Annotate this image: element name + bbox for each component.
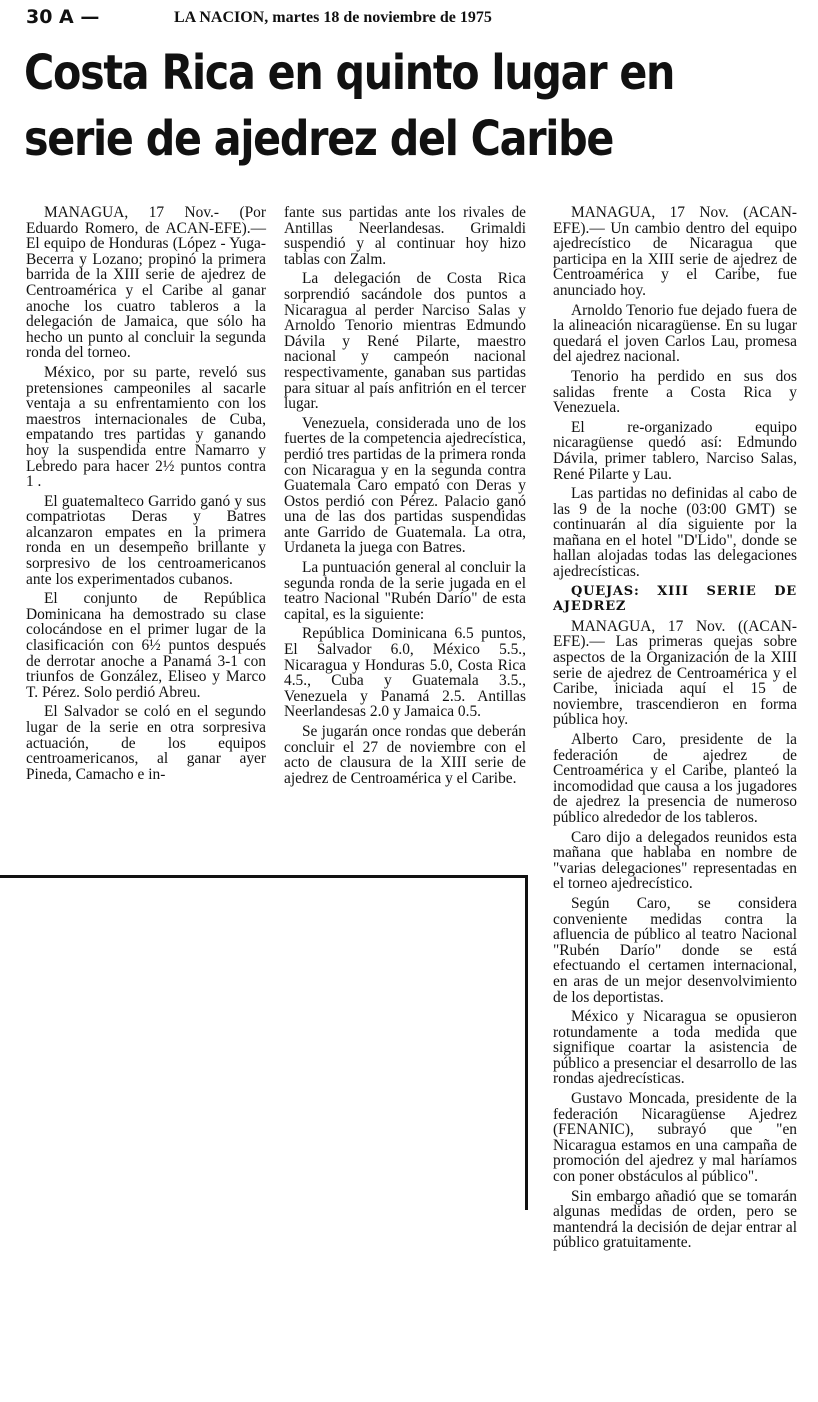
main-article-column-1 [26,205,266,786]
main-article-column-2 [284,205,526,790]
newspaper-dateline: LA NACION, martes 18 de noviembre de 1975 [174,9,492,26]
headline: Costa Rica en quinto lugar en serie de ajedrez del Caribe [24,45,675,167]
paragraph: Las partidas no definidas al cabo de las 9 de la noche (03:00 GMT) se continuarán al día siguiente por la mañana en el hotel "D'Lido", donde se hallan alojadas todas las delegaciones ajedrecísticas. [553,485,797,581]
paragraph: Según Caro, se considera conveniente medidas contra la afluencia de público al teatro Nacional "Rubén Darío" donde se está efectuando el certamen internacional, en aras de un mejor desenvolvimiento de los deportistas. [553,894,797,1006]
vertical-rule [525,875,528,1210]
paragraph: MANAGUA, 17 Nov. ((ACAN-EFE).— Las primeras quejas sobre aspectos de la Organización de la XIII serie de ajedrez de Centroamérica y el Caribe, iniciada aquí el 15 de noviembre, trascendieron en forma pública hoy. [553,617,797,729]
paragraph: Se jugarán once rondas que deberán concluir el 27 de noviembre con el acto de clausura de la XIII serie de ajedrez de Centroamérica y el Caribe. [284,723,526,787]
paragraph: Caro dijo a delegados reunidos esta mañana que hablaba en nombre de "varias delegaciones" representadas en el torneo ajedrecístico. [553,828,797,893]
paragraph: El re-organizado equipo nicaragüense quedó así: Edmundo Dávila, primer tablero, Narciso Salas, René Pilarte y Lau. [553,418,797,483]
paragraph: México y Nicaragua se opusieron rotundamente a toda medida que signifique coartar la asistencia de público a presenciar el desarrollo de las rondas ajedrecísticas. [553,1008,797,1088]
paragraph: El conjunto de República Dominicana ha demostrado su clase colocándose en el primer lugar de la clasificación con 6½ puntos después de derrotar anoche a Panamá 3-1 con triunfos de González, Eliseo y Marco T. Pérez. Solo perdió Abreu. [26,590,266,701]
paragraph: MANAGUA, 17 Nov.- (Por Eduardo Romero, de ACAN-EFE).— El equipo de Honduras (López - Yuga-Becerra y Lozano; propinó la primera barrida de la XIII serie de ajedrez de Centroamérica y el Caribe al ganar anoche los cuatro tableros a la delegación de Jamaica, que sólo ha hecho un punto al concluir la segunda ronda del torneo. [26,204,266,362]
paragraph: República Dominicana 6.5 puntos, El Salvador 6.0, México 5.5., Nicaragua y Honduras 5.0, Costa Rica 4.5., Cuba y Guatemala 3.5., Venezuela y Panamá 2.5. Antillas Neerlandesas 2.0 y Jamaica 0.5. [284,625,526,721]
paragraph: Arnoldo Tenorio fue dejado fuera de la alineación nicaragüense. En su lugar quedará el joven Carlos Lau, promesa del ajedrez nacional. [553,301,797,366]
paragraph: Gustavo Moncada, presidente de la federación Nicaragüense Ajedrez (FENANIC), subrayó que "en Nicaragua estamos en una campaña de promoción del ajedrez y mal haríamos con poner obstáculos al público". [553,1090,797,1186]
paragraph: fante sus partidas ante los rivales de Antillas Neerlandesas. Grimaldi suspendió y al continuar hoy hizo tablas con Zalm. [284,204,526,268]
paragraph: La delegación de Costa Rica sorprendió sacándole dos puntos a Nicaragua al perder Narciso Salas y Arnoldo Tenorio mientras Edmundo Dávila y René Pilarte, maestro nacional y campeón nacional respectivamente, ganaban sus partidas para situar al país anfitrión en el tercer lugar. [284,270,526,413]
page-header [26,6,586,32]
complaints-article [553,584,797,1251]
paragraph: Tenorio ha perdido en sus dos salidas frente a Costa Rica y Venezuela. [553,367,797,417]
paragraph: MANAGUA, 17 Nov. (ACAN-EFE).— Un cambio dentro del equipo ajedrecístico de Nicaragua que participa en la XIII serie de ajedrez de Centroamérica y el Caribe, fue anunciado hoy. [553,204,797,299]
paragraph: Alberto Caro, presidente de la federación de ajedrez de Centroamérica y el Caribe, planteó la incomodidad que causa a los jugadores de ajedrez la presencia de numeroso público alrededor de los tableros. [553,731,797,826]
paragraph: México, por su parte, reveló sus pretensiones campeoniles al sacarle ventaja a su enfrentamiento con los maestros internacionales de Cuba, empatando tres partidas y ganando hoy la suspendida entre Namarro y Lebredo para hacer 2½ puntos contra 1 . [26,363,266,491]
page-number: 30 A — [26,6,100,28]
paragraph: La puntuación general al concluir la segunda ronda de la serie jugada en el teatro Nacional "Rubén Darío" de esta capital, es la siguiente: [284,559,526,623]
paragraph: El Salvador se coló en el segundo lugar de la serie en otra sorpresiva actuación, de los equipos centroamericanos, al ganar ayer Pineda, Camacho e in- [26,703,266,783]
horizontal-rule [0,875,526,878]
side-articles-column [553,205,797,1255]
paragraph: Sin embargo añadió que se tomarán algunas medidas de orden, pero se mantendrá la decisión de dejar entrar al público gratuitamente. [553,1187,797,1252]
paragraph: El guatemalteco Garrido ganó y sus compatriotas Deras y Batres alcanzaron empates en la primera ronda en un desempeño brillante y sorpresivo de los centroamericanos ante los experimentados cubanos. [26,492,266,588]
paragraph: Venezuela, considerada uno de los fuertes de la competencia ajedrecística, perdió tres partidas de la primera ronda con Nicaragua y en la segunda contra Guatemala Caro empató con Deras y Ostos perdió con Pérez. Palacio ganó una de las dos partidas suspendidas ante Garrido de Guatemala. La otra, Urdaneta la juega con Batres. [284,414,526,557]
complaints-subhead: QUEJAS: XIII SERIE DE AJEDREZ [553,583,797,615]
lineup-article [553,205,797,580]
